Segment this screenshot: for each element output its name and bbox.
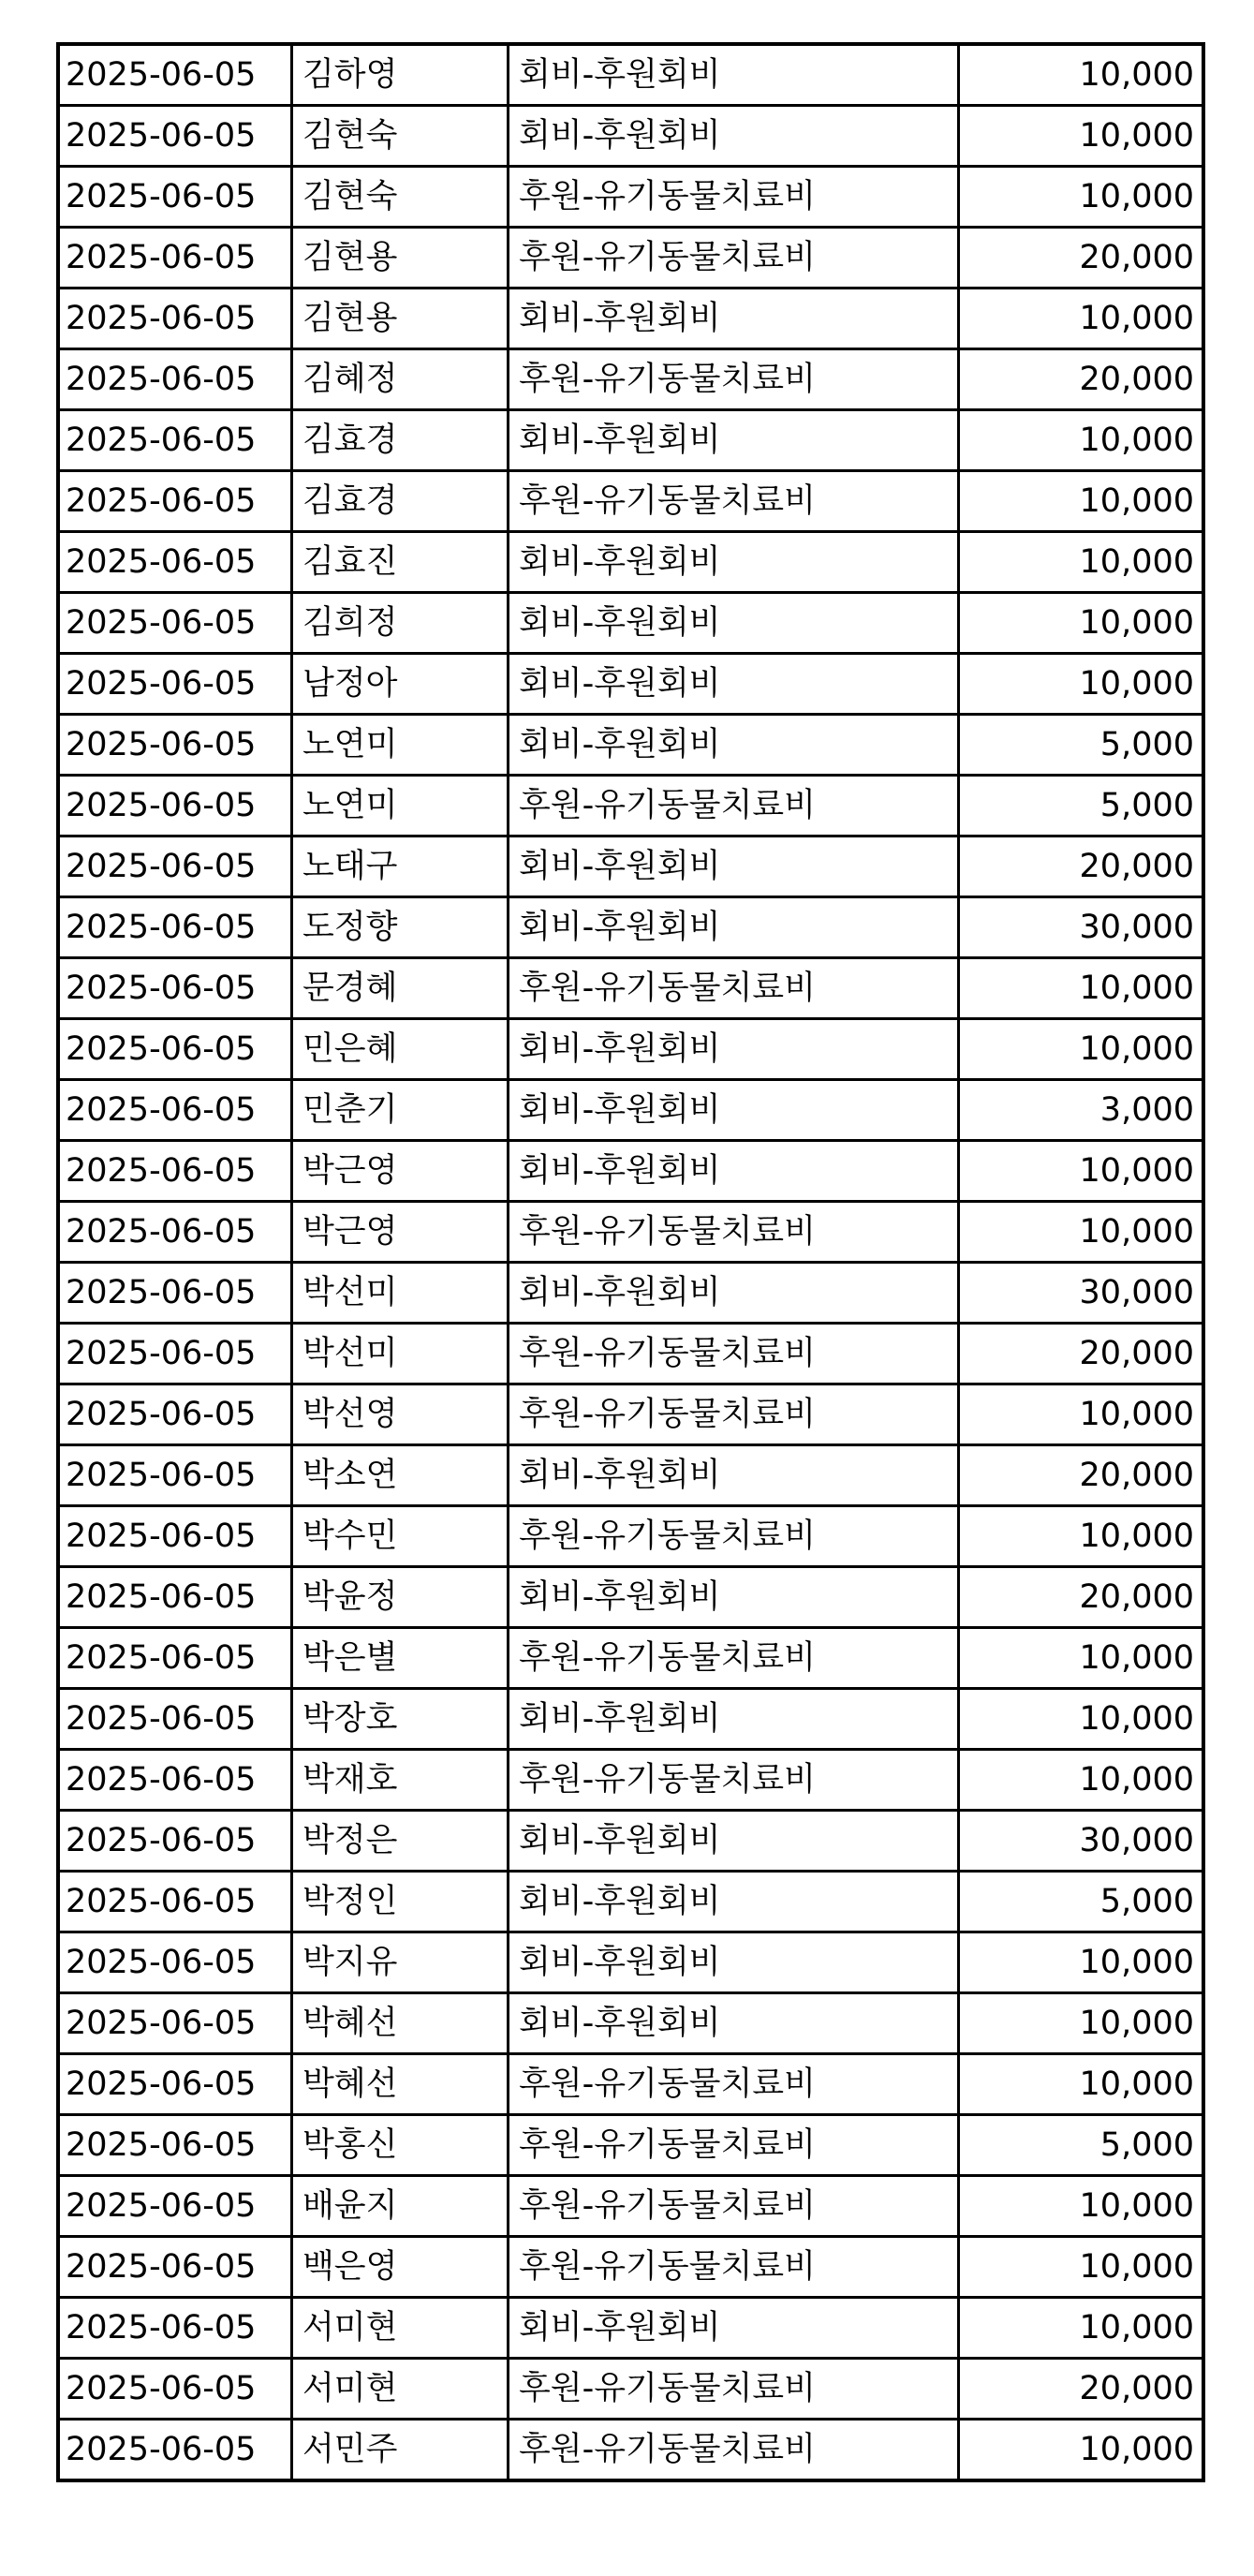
table-row bbox=[58, 897, 1203, 958]
date-cell: 2025-06-05 bbox=[58, 228, 292, 289]
donor-name-cell: 김효경 bbox=[292, 471, 509, 532]
category-cell: 회비-후원회비 bbox=[509, 1932, 959, 1993]
date-cell: 2025-06-05 bbox=[58, 1506, 292, 1567]
amount-cell: 10,000 bbox=[959, 106, 1204, 167]
donor-name-cell: 김효경 bbox=[292, 410, 509, 471]
category-cell: 후원-유기동물치료비 bbox=[509, 349, 959, 410]
amount-cell: 10,000 bbox=[959, 2298, 1204, 2359]
table-row bbox=[58, 1628, 1203, 1689]
date-cell: 2025-06-05 bbox=[58, 958, 292, 1019]
date-cell: 2025-06-05 bbox=[58, 106, 292, 167]
category-cell: 후원-유기동물치료비 bbox=[509, 167, 959, 228]
category-cell: 후원-유기동물치료비 bbox=[509, 471, 959, 532]
date-cell: 2025-06-05 bbox=[58, 2420, 292, 2481]
category-cell: 후원-유기동물치료비 bbox=[509, 1506, 959, 1567]
donor-name-cell: 노태구 bbox=[292, 836, 509, 897]
amount-cell: 5,000 bbox=[959, 1872, 1204, 1932]
amount-cell: 10,000 bbox=[959, 1993, 1204, 2054]
category-cell: 회비-후원회비 bbox=[509, 1445, 959, 1506]
table-row bbox=[58, 1263, 1203, 1324]
amount-cell: 10,000 bbox=[959, 1628, 1204, 1689]
table-row bbox=[58, 715, 1203, 776]
table-row bbox=[58, 2359, 1203, 2420]
category-cell: 후원-유기동물치료비 bbox=[509, 2237, 959, 2298]
date-cell: 2025-06-05 bbox=[58, 2115, 292, 2176]
amount-cell: 20,000 bbox=[959, 1567, 1204, 1628]
table-row bbox=[58, 471, 1203, 532]
table-row bbox=[58, 2420, 1203, 2481]
amount-cell: 5,000 bbox=[959, 776, 1204, 836]
donor-name-cell: 노연미 bbox=[292, 776, 509, 836]
amount-cell: 10,000 bbox=[959, 958, 1204, 1019]
amount-cell: 30,000 bbox=[959, 1811, 1204, 1872]
donor-name-cell: 남정아 bbox=[292, 654, 509, 715]
table-row bbox=[58, 410, 1203, 471]
amount-cell: 10,000 bbox=[959, 2420, 1204, 2481]
table-row bbox=[58, 1384, 1203, 1445]
donor-name-cell: 박혜선 bbox=[292, 2054, 509, 2115]
donor-name-cell: 김희정 bbox=[292, 593, 509, 654]
amount-cell: 10,000 bbox=[959, 1689, 1204, 1750]
category-cell: 회비-후원회비 bbox=[509, 1263, 959, 1324]
date-cell: 2025-06-05 bbox=[58, 349, 292, 410]
category-cell: 회비-후원회비 bbox=[509, 654, 959, 715]
table-row bbox=[58, 1019, 1203, 1080]
category-cell: 후원-유기동물치료비 bbox=[509, 2115, 959, 2176]
donor-name-cell: 노연미 bbox=[292, 715, 509, 776]
date-cell: 2025-06-05 bbox=[58, 2176, 292, 2237]
category-cell: 회비-후원회비 bbox=[509, 106, 959, 167]
category-cell: 후원-유기동물치료비 bbox=[509, 958, 959, 1019]
amount-cell: 10,000 bbox=[959, 532, 1204, 593]
table-row bbox=[58, 532, 1203, 593]
donor-name-cell: 박수민 bbox=[292, 1506, 509, 1567]
category-cell: 회비-후원회비 bbox=[509, 715, 959, 776]
amount-cell: 20,000 bbox=[959, 349, 1204, 410]
donor-name-cell: 김현숙 bbox=[292, 106, 509, 167]
donor-name-cell: 박소연 bbox=[292, 1445, 509, 1506]
category-cell: 회비-후원회비 bbox=[509, 44, 959, 106]
date-cell: 2025-06-05 bbox=[58, 715, 292, 776]
category-cell: 후원-유기동물치료비 bbox=[509, 2359, 959, 2420]
date-cell: 2025-06-05 bbox=[58, 1080, 292, 1141]
date-cell: 2025-06-05 bbox=[58, 2359, 292, 2420]
table-row bbox=[58, 2115, 1203, 2176]
category-cell: 회비-후원회비 bbox=[509, 1019, 959, 1080]
category-cell: 회비-후원회비 bbox=[509, 1689, 959, 1750]
category-cell: 회비-후원회비 bbox=[509, 1811, 959, 1872]
donor-name-cell: 박혜선 bbox=[292, 1993, 509, 2054]
date-cell: 2025-06-05 bbox=[58, 1263, 292, 1324]
category-cell: 후원-유기동물치료비 bbox=[509, 1384, 959, 1445]
date-cell: 2025-06-05 bbox=[58, 593, 292, 654]
date-cell: 2025-06-05 bbox=[58, 1445, 292, 1506]
table-row bbox=[58, 2054, 1203, 2115]
date-cell: 2025-06-05 bbox=[58, 289, 292, 349]
category-cell: 후원-유기동물치료비 bbox=[509, 1202, 959, 1263]
date-cell: 2025-06-05 bbox=[58, 1141, 292, 1202]
date-cell: 2025-06-05 bbox=[58, 2298, 292, 2359]
donor-name-cell: 박지유 bbox=[292, 1932, 509, 1993]
table-row bbox=[58, 289, 1203, 349]
table-row bbox=[58, 1080, 1203, 1141]
donor-name-cell: 박선영 bbox=[292, 1384, 509, 1445]
amount-cell: 3,000 bbox=[959, 1080, 1204, 1141]
table-row bbox=[58, 106, 1203, 167]
donor-name-cell: 김효진 bbox=[292, 532, 509, 593]
amount-cell: 30,000 bbox=[959, 897, 1204, 958]
ledger-table-body bbox=[58, 44, 1203, 2480]
table-row bbox=[58, 1993, 1203, 2054]
amount-cell: 10,000 bbox=[959, 471, 1204, 532]
donor-name-cell: 배윤지 bbox=[292, 2176, 509, 2237]
amount-cell: 10,000 bbox=[959, 1932, 1204, 1993]
donor-name-cell: 박장호 bbox=[292, 1689, 509, 1750]
amount-cell: 5,000 bbox=[959, 2115, 1204, 2176]
table-row bbox=[58, 228, 1203, 289]
date-cell: 2025-06-05 bbox=[58, 1628, 292, 1689]
date-cell: 2025-06-05 bbox=[58, 1202, 292, 1263]
table-row bbox=[58, 349, 1203, 410]
table-row bbox=[58, 1750, 1203, 1811]
amount-cell: 10,000 bbox=[959, 44, 1204, 106]
amount-cell: 10,000 bbox=[959, 2176, 1204, 2237]
table-row bbox=[58, 44, 1203, 106]
donor-name-cell: 도정향 bbox=[292, 897, 509, 958]
table-row bbox=[58, 836, 1203, 897]
amount-cell: 10,000 bbox=[959, 1750, 1204, 1811]
amount-cell: 10,000 bbox=[959, 167, 1204, 228]
amount-cell: 10,000 bbox=[959, 2237, 1204, 2298]
date-cell: 2025-06-05 bbox=[58, 532, 292, 593]
date-cell: 2025-06-05 bbox=[58, 1932, 292, 1993]
category-cell: 회비-후원회비 bbox=[509, 1993, 959, 2054]
table-row bbox=[58, 776, 1203, 836]
table-row bbox=[58, 167, 1203, 228]
date-cell: 2025-06-05 bbox=[58, 654, 292, 715]
amount-cell: 10,000 bbox=[959, 1506, 1204, 1567]
donor-name-cell: 박근영 bbox=[292, 1141, 509, 1202]
category-cell: 후원-유기동물치료비 bbox=[509, 2176, 959, 2237]
date-cell: 2025-06-05 bbox=[58, 1872, 292, 1932]
donor-name-cell: 박근영 bbox=[292, 1202, 509, 1263]
category-cell: 회비-후원회비 bbox=[509, 1080, 959, 1141]
donor-name-cell: 민은혜 bbox=[292, 1019, 509, 1080]
category-cell: 후원-유기동물치료비 bbox=[509, 1324, 959, 1384]
table-row bbox=[58, 593, 1203, 654]
donor-name-cell: 서미현 bbox=[292, 2298, 509, 2359]
donor-name-cell: 박홍신 bbox=[292, 2115, 509, 2176]
category-cell: 후원-유기동물치료비 bbox=[509, 776, 959, 836]
amount-cell: 10,000 bbox=[959, 593, 1204, 654]
table-row bbox=[58, 1445, 1203, 1506]
category-cell: 회비-후원회비 bbox=[509, 410, 959, 471]
amount-cell: 20,000 bbox=[959, 228, 1204, 289]
amount-cell: 10,000 bbox=[959, 654, 1204, 715]
donation-ledger-table bbox=[56, 42, 1205, 2482]
donor-name-cell: 서민주 bbox=[292, 2420, 509, 2481]
category-cell: 후원-유기동물치료비 bbox=[509, 2054, 959, 2115]
donor-name-cell: 박재호 bbox=[292, 1750, 509, 1811]
amount-cell: 10,000 bbox=[959, 1202, 1204, 1263]
table-row bbox=[58, 1689, 1203, 1750]
category-cell: 회비-후원회비 bbox=[509, 1567, 959, 1628]
table-row bbox=[58, 958, 1203, 1019]
table-row bbox=[58, 1932, 1203, 1993]
amount-cell: 10,000 bbox=[959, 410, 1204, 471]
donor-name-cell: 서미현 bbox=[292, 2359, 509, 2420]
amount-cell: 10,000 bbox=[959, 289, 1204, 349]
category-cell: 후원-유기동물치료비 bbox=[509, 2420, 959, 2481]
amount-cell: 10,000 bbox=[959, 1141, 1204, 1202]
amount-cell: 10,000 bbox=[959, 1019, 1204, 1080]
date-cell: 2025-06-05 bbox=[58, 1019, 292, 1080]
date-cell: 2025-06-05 bbox=[58, 410, 292, 471]
table-row bbox=[58, 2237, 1203, 2298]
donor-name-cell: 박선미 bbox=[292, 1324, 509, 1384]
donor-name-cell: 박정인 bbox=[292, 1872, 509, 1932]
category-cell: 회비-후원회비 bbox=[509, 2298, 959, 2359]
amount-cell: 20,000 bbox=[959, 836, 1204, 897]
amount-cell: 20,000 bbox=[959, 1324, 1204, 1384]
donor-name-cell: 김현용 bbox=[292, 289, 509, 349]
donor-name-cell: 김현숙 bbox=[292, 167, 509, 228]
category-cell: 회비-후원회비 bbox=[509, 593, 959, 654]
donor-name-cell: 박은별 bbox=[292, 1628, 509, 1689]
amount-cell: 5,000 bbox=[959, 715, 1204, 776]
donor-name-cell: 민춘기 bbox=[292, 1080, 509, 1141]
amount-cell: 10,000 bbox=[959, 1384, 1204, 1445]
date-cell: 2025-06-05 bbox=[58, 1750, 292, 1811]
table-row bbox=[58, 1202, 1203, 1263]
date-cell: 2025-06-05 bbox=[58, 776, 292, 836]
date-cell: 2025-06-05 bbox=[58, 167, 292, 228]
date-cell: 2025-06-05 bbox=[58, 1384, 292, 1445]
donor-name-cell: 박윤정 bbox=[292, 1567, 509, 1628]
donor-name-cell: 김혜정 bbox=[292, 349, 509, 410]
date-cell: 2025-06-05 bbox=[58, 1324, 292, 1384]
date-cell: 2025-06-05 bbox=[58, 1689, 292, 1750]
date-cell: 2025-06-05 bbox=[58, 1811, 292, 1872]
category-cell: 후원-유기동물치료비 bbox=[509, 1750, 959, 1811]
category-cell: 회비-후원회비 bbox=[509, 1141, 959, 1202]
table-row bbox=[58, 1324, 1203, 1384]
donor-name-cell: 박선미 bbox=[292, 1263, 509, 1324]
amount-cell: 10,000 bbox=[959, 2054, 1204, 2115]
category-cell: 회비-후원회비 bbox=[509, 1872, 959, 1932]
date-cell: 2025-06-05 bbox=[58, 1567, 292, 1628]
date-cell: 2025-06-05 bbox=[58, 836, 292, 897]
table-row bbox=[58, 1141, 1203, 1202]
donor-name-cell: 김하영 bbox=[292, 44, 509, 106]
date-cell: 2025-06-05 bbox=[58, 2054, 292, 2115]
category-cell: 회비-후원회비 bbox=[509, 836, 959, 897]
donor-name-cell: 문경혜 bbox=[292, 958, 509, 1019]
category-cell: 회비-후원회비 bbox=[509, 289, 959, 349]
date-cell: 2025-06-05 bbox=[58, 44, 292, 106]
table-row bbox=[58, 2176, 1203, 2237]
table-row bbox=[58, 654, 1203, 715]
table-row bbox=[58, 1506, 1203, 1567]
table-row bbox=[58, 2298, 1203, 2359]
category-cell: 회비-후원회비 bbox=[509, 897, 959, 958]
category-cell: 후원-유기동물치료비 bbox=[509, 228, 959, 289]
amount-cell: 30,000 bbox=[959, 1263, 1204, 1324]
amount-cell: 20,000 bbox=[959, 1445, 1204, 1506]
donor-name-cell: 박정은 bbox=[292, 1811, 509, 1872]
table-row bbox=[58, 1811, 1203, 1872]
donor-name-cell: 김현용 bbox=[292, 228, 509, 289]
category-cell: 회비-후원회비 bbox=[509, 532, 959, 593]
category-cell: 후원-유기동물치료비 bbox=[509, 1628, 959, 1689]
date-cell: 2025-06-05 bbox=[58, 897, 292, 958]
date-cell: 2025-06-05 bbox=[58, 2237, 292, 2298]
table-row bbox=[58, 1567, 1203, 1628]
amount-cell: 20,000 bbox=[959, 2359, 1204, 2420]
date-cell: 2025-06-05 bbox=[58, 1993, 292, 2054]
date-cell: 2025-06-05 bbox=[58, 471, 292, 532]
table-row bbox=[58, 1872, 1203, 1932]
donor-name-cell: 백은영 bbox=[292, 2237, 509, 2298]
